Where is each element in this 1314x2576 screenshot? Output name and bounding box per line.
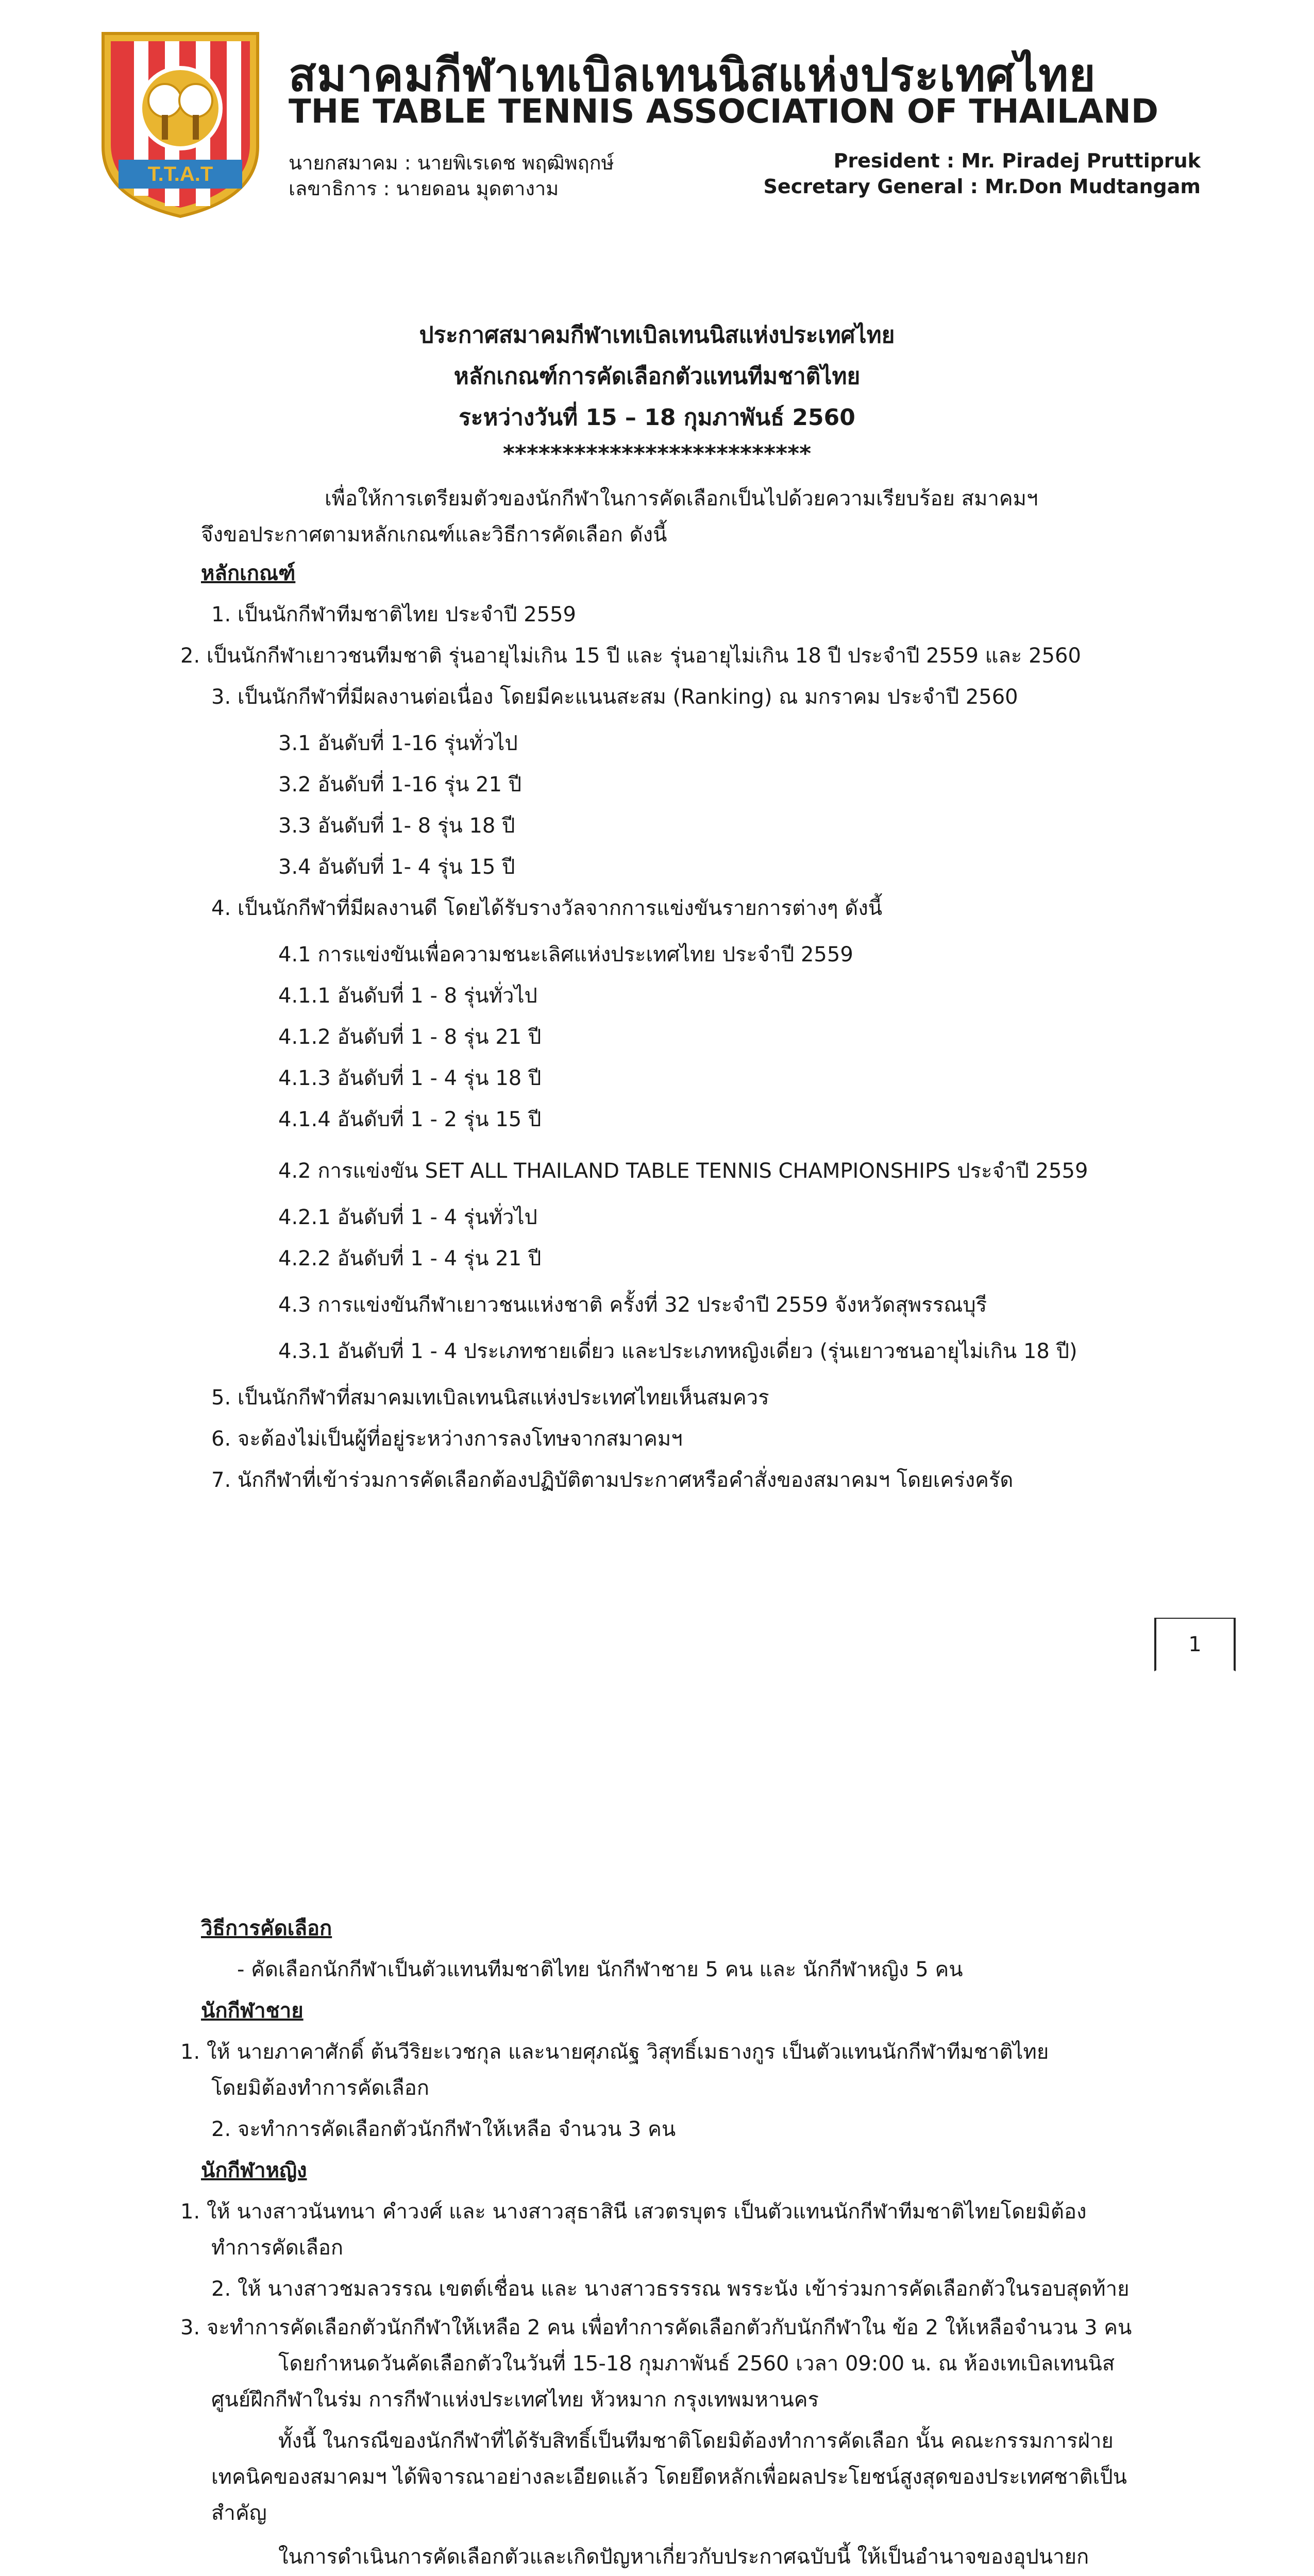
men-item-1: 1. ให้ นายภาคาศักดิ์ ต้นวีริยะเวชกุล และนายศุภณัฐ วิสุทธิ์เมธางกูร เป็นตัวแทนนักกีฬาทีมชาติไทย: [180, 2040, 1049, 2064]
criterion-4-1: 4.1 การแข่งขันเพื่อความชนะเลิศแห่งประเทศไทย ประจำปี 2559: [278, 943, 853, 967]
men-item-1-cont: โดยมิต้องทำการคัดเลือก: [211, 2076, 429, 2100]
president-english: President : Mr. Piradej Pruttipruk: [833, 149, 1201, 172]
logo-lettering: T.T.A.T: [147, 163, 213, 185]
secretary-english: Secretary General : Mr.Don Mudtangam: [763, 175, 1201, 198]
org-name-thai: สมาคมกีฬาเทเบิลเทนนิสแห่งประเทศไทย: [289, 48, 1096, 101]
criterion-4-1-2: 4.1.2 อันดับที่ 1 - 8 รุ่น 21 ปี: [278, 1025, 542, 1049]
women-item-1: 1. ให้ นางสาวนันทนา คำวงศ์ และ นางสาวสุธาสินี เสวตรบุตร เป็นตัวแทนนักกีฬาทีมชาติไทยโดยมิต้อง: [180, 2200, 1087, 2224]
closing-para-2-line-1: ในการดำเนินการคัดเลือกตัวและเกิดปัญหาเกี่ยวกับประกาศฉบับนี้ ให้เป็นอำนาจของอุปนายก: [278, 2545, 1089, 2569]
criterion-6: 6. จะต้องไม่เป็นผู้ที่อยู่ระหว่างการลงโทษจากสมาคมฯ: [211, 1427, 683, 1451]
criterion-4-3: 4.3 การแข่งขันกีฬาเยาวชนแห่งชาติ ครั้งที่ 32 ประจำปี 2559 จังหวัดสุพรรณบุรี: [278, 1293, 987, 1317]
criterion-3-2: 3.2 อันดับที่ 1-16 รุ่น 21 ปี: [278, 773, 522, 796]
men-item-2: 2. จะทำการคัดเลือกตัวนักกีฬาให้เหลือ จำนวน 3 คน: [211, 2117, 676, 2141]
criterion-4-2: 4.2 การแข่งขัน SET ALL THAILAND TABLE TENNIS CHAMPIONSHIPS ประจำปี 2559: [278, 1159, 1088, 1183]
criterion-1: 1. เป็นนักกีฬาทีมชาติไทย ประจำปี 2559: [211, 603, 576, 626]
men-heading: นักกีฬาชาย: [201, 1999, 304, 2023]
announcement-subtitle: หลักเกณฑ์การคัดเลือกตัวแทนทีมชาติไทย: [453, 363, 861, 389]
method-line-1: - คัดเลือกนักกีฬาเป็นตัวแทนทีมชาติไทย นักกีฬาชาย 5 คน และ นักกีฬาหญิง 5 คน: [237, 1958, 963, 1981]
method-heading: วิธีการคัดเลือก: [201, 1917, 332, 1940]
criteria-heading: หลักเกณฑ์: [201, 562, 296, 585]
page-number-1: 1: [1154, 1618, 1236, 1671]
criterion-4-1-4: 4.1.4 อันดับที่ 1 - 2 รุ่น 15 ปี: [278, 1108, 542, 1131]
criterion-5: 5. เป็นนักกีฬาที่สมาคมเทเบิลเทนนิสแห่งประเทศไทยเห็นสมควร: [211, 1386, 769, 1410]
criterion-4-2-1: 4.2.1 อันดับที่ 1 - 4 รุ่นทั่วไป: [278, 1206, 537, 1229]
criterion-4-1-3: 4.1.3 อันดับที่ 1 - 4 รุ่น 18 ปี: [278, 1066, 542, 1090]
women-item-2: 2. ให้ นางสาวชมลวรรณ เขตต์เชื่อน และ นางสาวธรรรณ พรระนัง เข้าร่วมการคัดเลือกตัวในรอบสุดท้าย: [211, 2277, 1130, 2301]
closing-para-1-line-2: เทคนิคของสมาคมฯ ได้พิจารณาอย่างละเอียดแล้ว โดยยึดหลักเพื่อผลประโยชน์สูงสุดของประเทศชาติเป็น: [211, 2465, 1127, 2489]
closing-para-1-line-3: สำคัญ: [211, 2501, 267, 2525]
women-heading: นักกีฬาหญิง: [201, 2159, 307, 2182]
title-divider: **************************: [502, 440, 812, 467]
criterion-3-3: 3.3 อันดับที่ 1- 8 รุ่น 18 ปี: [278, 814, 515, 838]
schedule-line-2: ศูนย์ฝึกกีฬาในร่ม การกีฬาแห่งประเทศไทย หัวหมาก กรุงเทพมหานคร: [211, 2388, 819, 2412]
schedule-line-1: โดยกำหนดวันคัดเลือกตัวในวันที่ 15-18 กุมภาพันธ์ 2560 เวลา 09:00 น. ณ ห้องเทเบิลเทนนิส: [278, 2352, 1115, 2376]
criterion-4-1-1: 4.1.1 อันดับที่ 1 - 8 รุ่นทั่วไป: [278, 984, 537, 1008]
criterion-7: 7. นักกีฬาที่เข้าร่วมการคัดเลือกต้องปฏิบัติตามประกาศหรือคำสั่งของสมาคมฯ โดยเคร่งครัด: [211, 1468, 1014, 1492]
president-thai: นายกสมาคม : นายพิเรเดช พฤฒิพฤกษ์: [289, 151, 614, 174]
intro-line-2: จึงขอประกาศตามหลักเกณฑ์และวิธีการคัดเลือก ดังนี้: [201, 523, 667, 547]
ttat-logo: [98, 28, 263, 219]
criterion-4-3-1: 4.3.1 อันดับที่ 1 - 4 ประเภทชายเดี่ยว และประเภทหญิงเดี่ยว (รุ่นเยาวชนอายุไม่เกิน 18 ปี): [278, 1340, 1077, 1363]
criterion-3-4: 3.4 อันดับที่ 1- 4 รุ่น 15 ปี: [278, 855, 515, 879]
criterion-4-2-2: 4.2.2 อันดับที่ 1 - 4 รุ่น 21 ปี: [278, 1247, 542, 1270]
announcement-dates: ระหว่างวันที่ 15 – 18 กุมภาพันธ์ 2560: [459, 404, 855, 431]
criterion-4: 4. เป็นนักกีฬาที่มีผลงานดี โดยได้รับรางวัลจากการแข่งขันรายการต่างๆ ดังนี้: [211, 896, 883, 920]
page-2: [0, 1783, 1314, 2576]
secretary-thai: เลขาธิการ : นายดอน มุดตางาม: [289, 177, 559, 200]
criterion-3-1: 3.1 อันดับที่ 1-16 รุ่นทั่วไป: [278, 732, 518, 755]
women-item-3: 3. จะทำการคัดเลือกตัวนักกีฬาให้เหลือ 2 คน เพื่อทำการคัดเลือกตัวกับนักกีฬาใน ข้อ 2 ให้เหลือจำนวน 3 คน: [180, 2316, 1132, 2340]
closing-para-1-line-1: ทั้งนี้ ในกรณีของนักกีฬาที่ได้รับสิทธิ์เป็นทีมชาติโดยมิต้องทำการคัดเลือก นั้น คณะกรรมการฝ่าย: [278, 2429, 1114, 2453]
intro-line-1: เพื่อให้การเตรียมตัวของนักกีฬาในการคัดเลือกเป็นไปด้วยความเรียบร้อย สมาคมฯ: [325, 487, 1038, 511]
criterion-2: 2. เป็นนักกีฬาเยาวชนทีมชาติ รุ่นอายุไม่เกิน 15 ปี และ รุ่นอายุไม่เกิน 18 ปี ประจำปี 2559 และ 2560: [180, 644, 1081, 668]
women-item-1-cont: ทำการคัดเลือก: [211, 2236, 344, 2260]
org-name-english: THE TABLE TENNIS ASSOCIATION OF THAILAND: [289, 93, 1158, 131]
criterion-3: 3. เป็นนักกีฬาที่มีผลงานต่อเนื่อง โดยมีคะแนนสะสม (Ranking) ณ มกราคม ประจำปี 2560: [211, 685, 1018, 709]
announcement-title: ประกาศสมาคมกีฬาเทเบิลเทนนิสแห่งประเทศไทย: [419, 322, 895, 348]
